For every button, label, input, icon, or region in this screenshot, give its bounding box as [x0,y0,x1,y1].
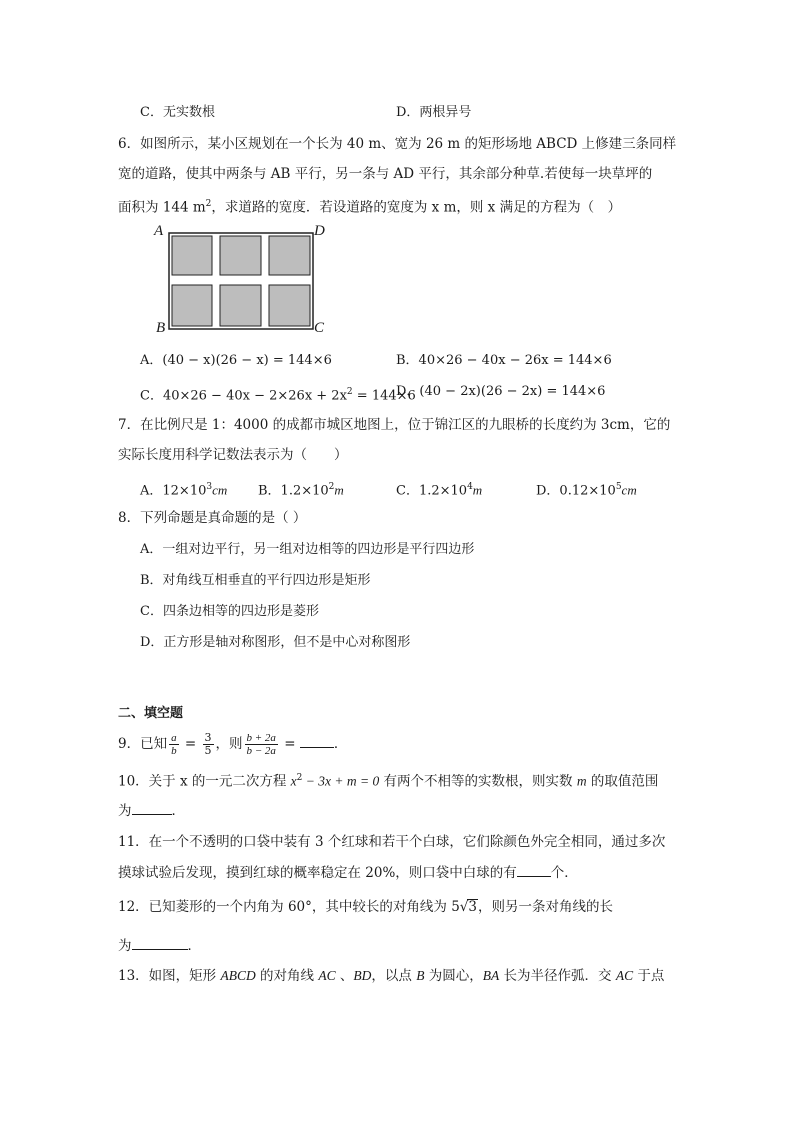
q7-option-a: A．$12\times 10^3cm$ [140,482,228,499]
q10-answer-blank[interactable] [132,800,172,815]
vertex-label-b: B [156,320,166,336]
lawn-2 [220,236,261,275]
q11-answer-blank[interactable] [517,862,551,877]
q8-option-b: B．对角线互相垂直的平行四边形是矩形 [140,573,371,588]
q8-option-a: A．一组对边平行，另一组对边相等的四边形是平行四边形 [140,542,475,557]
lawn-1 [172,236,212,275]
lawn-4 [172,285,212,326]
q6-stem-line2: 宽的道路，使其中两条与 AB 平行，另一条与 AD 平行，其余部分种草.若使每一块草坪的 [118,166,653,182]
q6-option-b: B．40×26 − 40x − 26x = 144×6 [396,353,612,368]
q11-stem-line1: 11．在一个不透明的口袋中装有 3 个红球和若干个白球，它们除颜色外完全相同，通过多次 [118,834,666,850]
q7-option-d: D．$0.12\times 10^5cm$ [536,482,637,499]
vertex-label-a: A [154,223,164,239]
q11-stem-line2: 摸球试验后发现，摸到红球的概率稳定在 20%，则口袋中白球的有 个． [118,862,578,883]
q5-option-c: C．无实数根 [140,105,215,120]
q6-option-a: A．(40 − x)(26 − x) = 144×6 [140,353,332,368]
q7-option-b: B．$1.2\times 10^2m$ [258,482,344,499]
q8-stem: 8．下列命题是真命题的是（ ） [118,510,307,526]
section-title-fill-in: 二、填空题 [118,706,184,721]
q9-fraction-a-over-b: $\frac{a}{b}$ [171,732,177,757]
q13-stem-line1: 13．如图，矩形 ABCD 的对角线 AC 、BD，以点 B 为圆心，BA 长为半径作弧．交 AC 于点 [118,968,665,984]
q8-option-d: D．正方形是轴对称图形，但不是中心对称图形 [140,635,411,650]
sqrt-symbol: √ [459,899,469,915]
q12-answer-blank[interactable] [132,935,188,950]
q6-option-c: C．$40\times 26 - 40x - 2\times 26x + 2x^2 = 144\times 6$ [140,387,416,404]
lawn-6 [269,285,310,326]
q9-fraction-3-over-5: $\frac{3}{5}$ [204,731,212,757]
vertex-label-d: D [314,223,325,239]
vertex-label-c: C [314,320,325,336]
q9-fraction-expression: $\frac{b + 2a}{b - 2a}$ [246,732,276,757]
q12-stem-line2: 为 ． [118,935,201,956]
lawn-3 [269,236,310,275]
q9-answer-blank[interactable] [300,733,334,748]
q10-stem-line1: 10．关于 x 的一元二次方程 $x^2 - 3x + m = 0$ 有两个不相等的实数根，则实数 m 的取值范围 [118,773,659,790]
q7-stem-line1: 7．在比例尺是 1：4000 的成都市城区地图上，位于锦江区的九眼桥的长度约为 3cm，它的 [118,417,671,433]
lawn-5 [220,285,261,326]
q10-stem-line2: 为 ． [118,800,185,821]
q8-option-c: C．四条边相等的四边形是菱形 [140,604,319,619]
q5-option-d: D．两根异号 [396,105,472,120]
q12-stem-line1: 12．已知菱形的一个内角为 60°，其中较长的对角线为 5√3，则另一条对角线的长 [118,899,613,915]
q6-option-d: D．(40 − 2x)(26 − 2x) = 144×6 [396,384,606,399]
q6-stem-line1: 6．如图所示，某小区规划在一个长为 40 m、宽为 26 m 的矩形场地 ABCD 上修建三条同样 [118,136,677,152]
q7-option-c: C．$1.2\times 10^4m$ [396,482,483,499]
q9-stem: 9．已知 $\frac{a}{b}$ = $\frac{3}{5}$ ，则 $\frac{b + 2a}{b - 2a}$ = ． [118,731,348,757]
q7-stem-line2: 实际长度用科学记数法表示为（ ） [118,447,348,463]
q6-stem-line3: 面积为 144 $m^2$，求道路的宽度．若设道路的宽度为 x m，则 x 满足的方程为（ ） [118,199,622,216]
rectangle-field-figure [168,232,314,330]
